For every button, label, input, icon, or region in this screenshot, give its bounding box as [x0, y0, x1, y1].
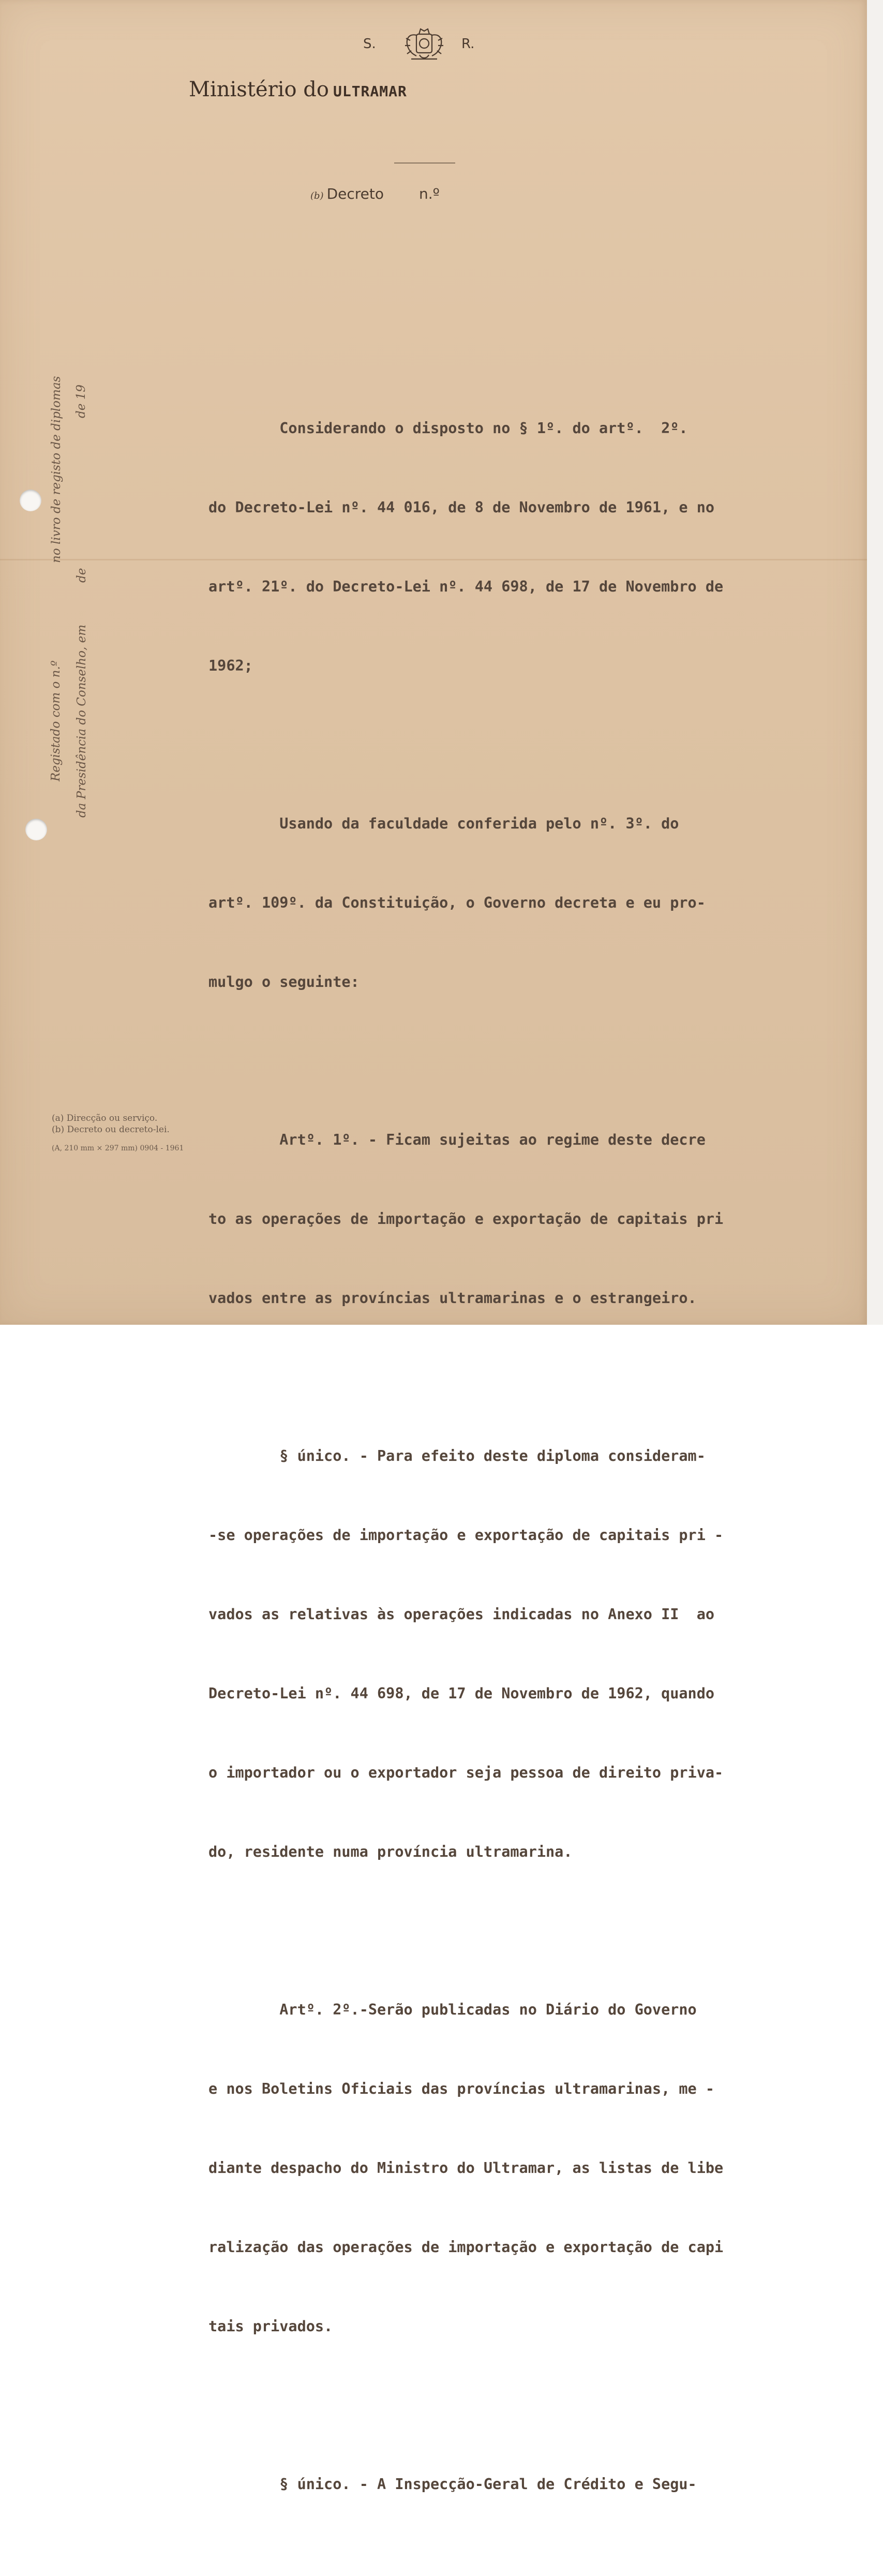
text-line: § único. - Para efeito deste diploma consideram-	[208, 1447, 706, 1464]
text-line: artº. 21º. do Decreto-Lei nº. 44 698, de 17 de Novembro de	[208, 578, 724, 595]
footnote-b: (b) Decreto ou decreto-lei.	[52, 1124, 170, 1135]
decree-label: Decreto	[326, 185, 384, 202]
margin-registration-number: Registado com o n.º	[49, 660, 63, 781]
footnote-a: (a) Direcção ou serviço.	[52, 1113, 158, 1123]
text-line: ralização das operações de importação e exportação de capi	[208, 2239, 724, 2256]
paragraph-considerando	[208, 362, 829, 732]
decree-body	[208, 362, 829, 2576]
decree-footnote-marker: (b)	[310, 190, 324, 201]
text-line: 1962;	[208, 657, 253, 674]
text-line: artº. 109º. da Constituição, o Governo decreta e eu pro-	[208, 894, 706, 911]
text-line: vados as relativas às operações indicadas no Anexo II ao	[208, 1606, 715, 1623]
text-line: Decreto-Lei nº. 44 698, de 17 de Novembro de 1962, quando	[208, 1685, 715, 1702]
coat-of-arms-icon	[401, 25, 447, 66]
text-line: do, residente numa província ultramarina.	[208, 1843, 573, 1860]
text-line: Considerando o disposto no § 1º. do artº. 2º.	[208, 420, 688, 437]
paragraph-article-1	[208, 1074, 829, 1364]
margin-register-book: no livro de registo de diplomas	[50, 376, 63, 563]
text-line: do Decreto-Lei nº. 44 016, de 8 de Novembro de 1961, e no	[208, 499, 715, 516]
scan-background	[867, 0, 883, 1325]
form-footnotes	[52, 1113, 184, 1154]
punch-hole-bottom	[25, 819, 47, 840]
paragraph-article-2	[208, 1944, 829, 2392]
text-line: to as operações de importação e exportação de capitais pri	[208, 1210, 724, 1227]
paragraph-article-1-unico	[208, 1390, 829, 1918]
text-line: vados entre as províncias ultramarinas e o estrangeiro.	[208, 1290, 697, 1307]
text-line: § único. - A Inspecção-Geral de Crédito e Segu-	[208, 2476, 697, 2493]
ministry-label: Ministério do	[189, 78, 329, 101]
text-line: tais privados.	[208, 2318, 333, 2335]
text-line: o importador ou o exportador seja pessoa de direito priva-	[208, 1764, 724, 1781]
margin-date-year: de 19	[74, 384, 88, 418]
decree-number-label: n.º	[419, 185, 440, 202]
text-line: e nos Boletins Oficiais das províncias ultramarinas, me -	[208, 2080, 715, 2097]
paragraph-usando	[208, 758, 829, 1048]
punch-hole-top	[20, 490, 41, 511]
letterhead-r: R.	[461, 36, 475, 52]
text-line: mulgo o seguinte:	[208, 973, 360, 990]
divider-rule	[394, 162, 455, 164]
text-line: Usando da faculdade conferida pelo nº. 3º. do	[208, 815, 679, 832]
form-format-code: (A, 210 mm × 297 mm) 0904 - 1961	[52, 1144, 184, 1152]
letterhead-s: S.	[363, 36, 376, 52]
ministry-heading	[189, 78, 407, 101]
margin-date-de: de	[75, 568, 88, 583]
text-line: -se operações de importação e exportação de capitais pri -	[208, 1527, 724, 1544]
ministry-department: ULTRAMAR	[333, 83, 407, 100]
text-line: Artº. 1º. - Ficam sujeitas ao regime deste decre	[208, 1131, 706, 1148]
letterhead	[352, 25, 507, 66]
text-line: diante despacho do Ministro do Ultramar, as listas de libe	[208, 2159, 724, 2177]
margin-presidency: da Presidência do Conselho, em	[75, 624, 88, 818]
text-line: Artº. 2º.-Serão publicadas no Diário do Governo	[208, 2001, 697, 2018]
paragraph-article-2-unico	[208, 2418, 829, 2550]
decree-number-line	[310, 185, 440, 202]
